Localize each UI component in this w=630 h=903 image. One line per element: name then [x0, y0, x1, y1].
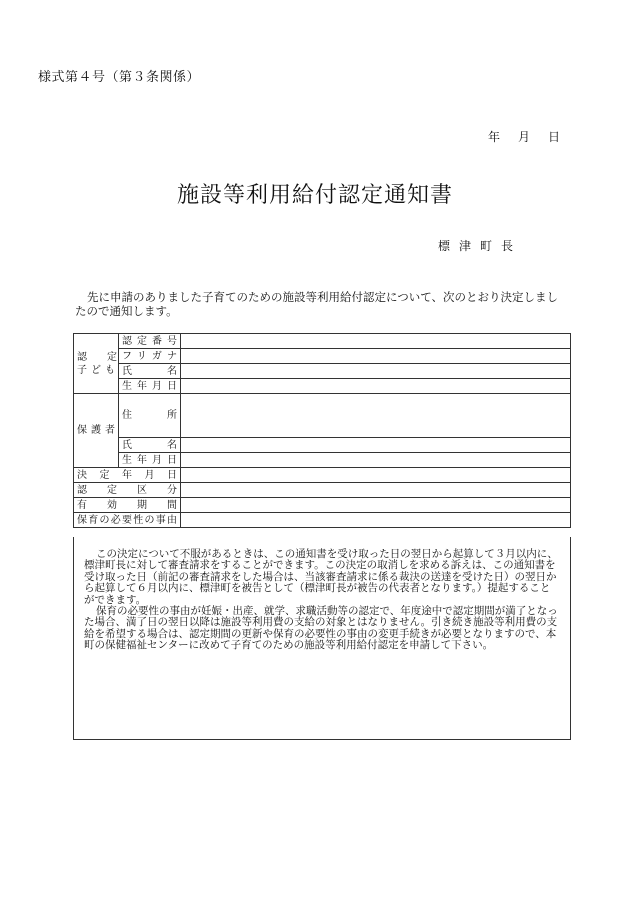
table-row [74, 498, 571, 513]
certification-table [73, 333, 571, 528]
value-childcare-reason [181, 513, 571, 528]
row-label-guardian-birthdate: 生年月日 [119, 453, 181, 468]
table-row [74, 513, 571, 528]
table-row [74, 468, 571, 483]
value-valid-period [181, 498, 571, 513]
issuer-name: 標津町長 [438, 239, 523, 253]
row-label-furigana: フリガナ [119, 349, 181, 364]
date-line [488, 128, 560, 145]
value-certification-number [181, 334, 571, 349]
row-label-child-birthdate: 生年月日 [119, 379, 181, 394]
date-year-label: 年 [488, 130, 501, 144]
guardian-group-label [74, 394, 119, 468]
table-row [74, 379, 571, 394]
value-certification-category [181, 483, 571, 498]
child-group-line2: 子ども [77, 364, 115, 376]
value-address [181, 394, 571, 438]
table-row [74, 453, 571, 468]
row-label-child-name: 氏名 [119, 364, 181, 379]
value-decision-date [181, 468, 571, 483]
row-label-decision-date: 決定年月日 [74, 468, 181, 483]
notice-paragraph-appeal: この決定について不服があるときは、この通知書を受け取った日の翌日から起算して３月以内に、標津町長に対して審査請求をすることができます。この決定の取消しを求める訴えは、この通知書を受け取った日（前記の審査請求をした場合は、当該審査請求に係る裁決の送達を受けた日）の翌日から起算して６月以内に、標津町を被告として（標津町長が被告の代表者となります。）提起することができます。 [84, 548, 558, 606]
table-row [74, 349, 571, 364]
table-row [74, 438, 571, 453]
notice-paragraph-expiry: 保育の必要性の事由が妊娠・出産、就学、求職活動等の認定で、年度途中で認定期間が満了となった場合、満了日の翌日以降は施設等利用費の支給の対象とはなりません。引き続き施設等利用費の支給を希望する場合は、認定期間の更新や保育の必要性の事由の変更手続きが必要となりますので、本町の保健福祉センターに改めて子育てのための施設等利用給付認定を申請して下さい。 [84, 605, 558, 652]
date-month-label: 月 [518, 130, 531, 144]
row-label-address: 住所 [119, 394, 181, 438]
row-label-guardian-name: 氏名 [119, 438, 181, 453]
row-label-childcare-reason: 保育の必要性の事由 [74, 513, 181, 528]
table-row [74, 483, 571, 498]
document-title: 施設等利用給付認定通知書 [176, 183, 453, 208]
date-day-label: 日 [548, 130, 561, 144]
child-group-label [74, 334, 119, 394]
value-child-name [181, 364, 571, 379]
notice-text [84, 549, 560, 652]
row-label-certification-category: 認定区分 [74, 483, 181, 498]
table-row [74, 334, 571, 349]
intro-paragraph: 先に申請のありました子育てのための施設等利用給付認定について、次のとおり決定しましたので通知します。 [75, 290, 559, 318]
form-number: 様式第４号（第３条関係） [38, 70, 201, 85]
value-guardian-birthdate [181, 453, 571, 468]
table-row [74, 364, 571, 379]
guardian-group-text: 保護者 [77, 425, 115, 436]
value-furigana [181, 349, 571, 364]
row-label-certification-number: 認定番号 [119, 334, 181, 349]
table-row [74, 394, 571, 438]
row-label-valid-period: 有効期間 [74, 498, 181, 513]
value-guardian-name [181, 438, 571, 453]
value-child-birthdate [181, 379, 571, 394]
child-group-line1: 認 定 [77, 351, 117, 363]
